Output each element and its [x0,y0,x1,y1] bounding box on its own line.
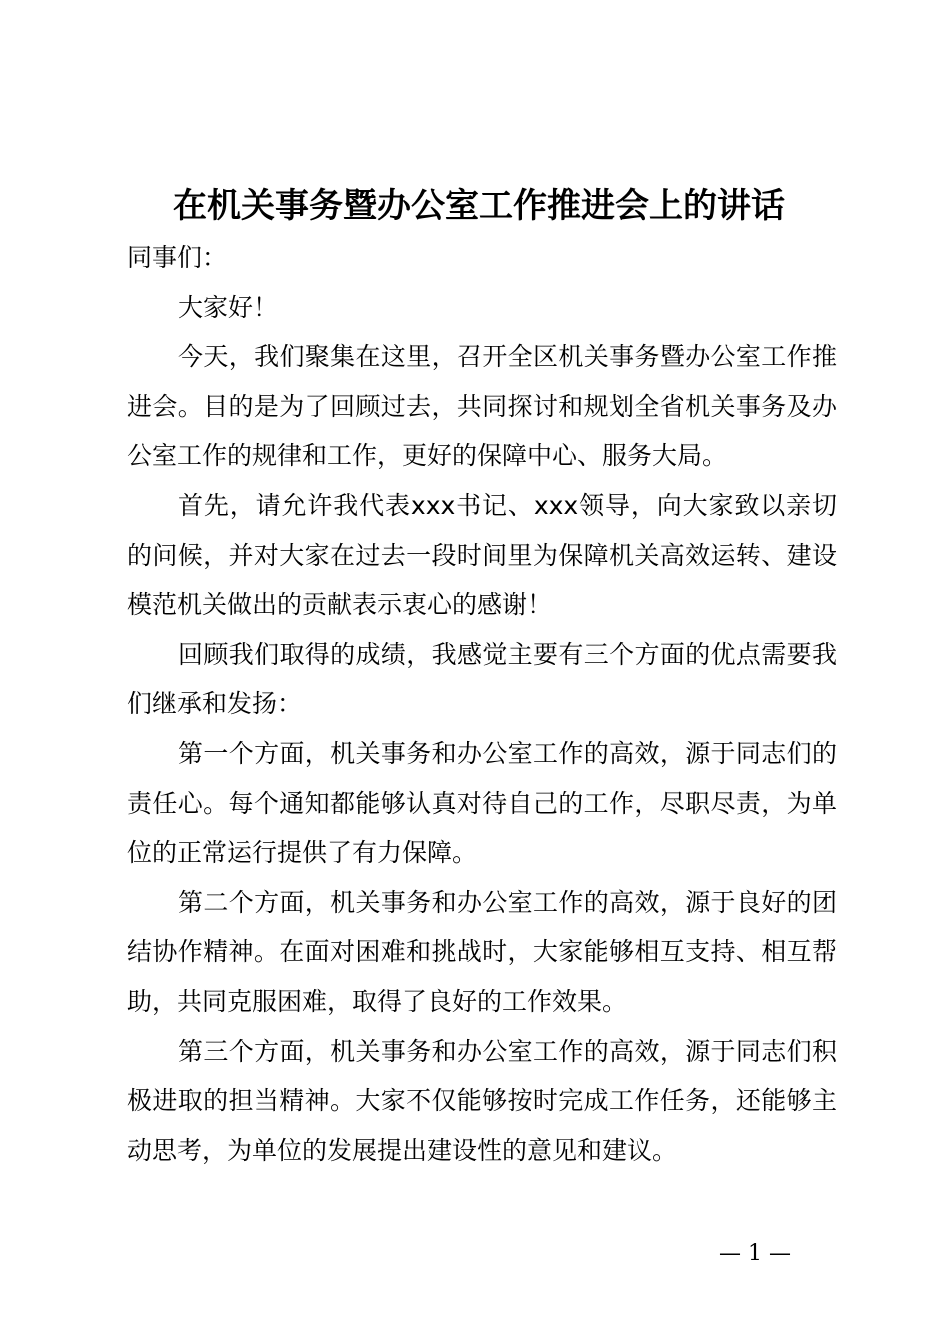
paragraph-thanks: 首先，请允许我代表xxx书记、xxx领导，向大家致以亲切的问候，并对大家在过去一段时间里为保障机关高效运转、建设模范机关做出的贡献表示衷心的感谢！ [127,490,837,620]
paragraph-aspect-two: 第二个方面，机关事务和办公室工作的高效，源于良好的团结协作精神。在面对困难和挑战时，大家能够相互支持、相互帮助，共同克服困难，取得了良好的工作效果。 [127,887,837,1016]
paragraph-review: 回顾我们取得的成绩，我感觉主要有三个方面的优点需要我们继承和发扬： [127,639,837,719]
paragraph-greeting: 大家好！ [178,292,279,322]
paragraph-opening: 今天，我们聚集在这里，召开全区机关事务暨办公室工作推进会。目的是为了回顾过去，共同探讨和规划全省机关事务及办公室工作的规律和工作，更好的保障中心、服务大局。 [127,342,837,471]
document-title: 在机关事务暨办公室工作推进会上的讲话 [173,186,785,226]
salutation: 同事们： [127,243,228,272]
paragraph-aspect-one: 第一个方面，机关事务和办公室工作的高效，源于同志们的责任心。每个通知都能够认真对待自己的工作，尽职尽责，为单位的正常运行提供了有力保障。 [127,738,837,868]
document-body [127,233,837,1175]
paragraph-aspect-three: 第三个方面，机关事务和办公室工作的高效，源于同志们积极进取的担当精神。大家不仅能够按时完成工作任务，还能够主动思考，为单位的发展提出建设性的意见和建议。 [127,1036,837,1165]
page-number: — 1 — [719,1241,791,1266]
